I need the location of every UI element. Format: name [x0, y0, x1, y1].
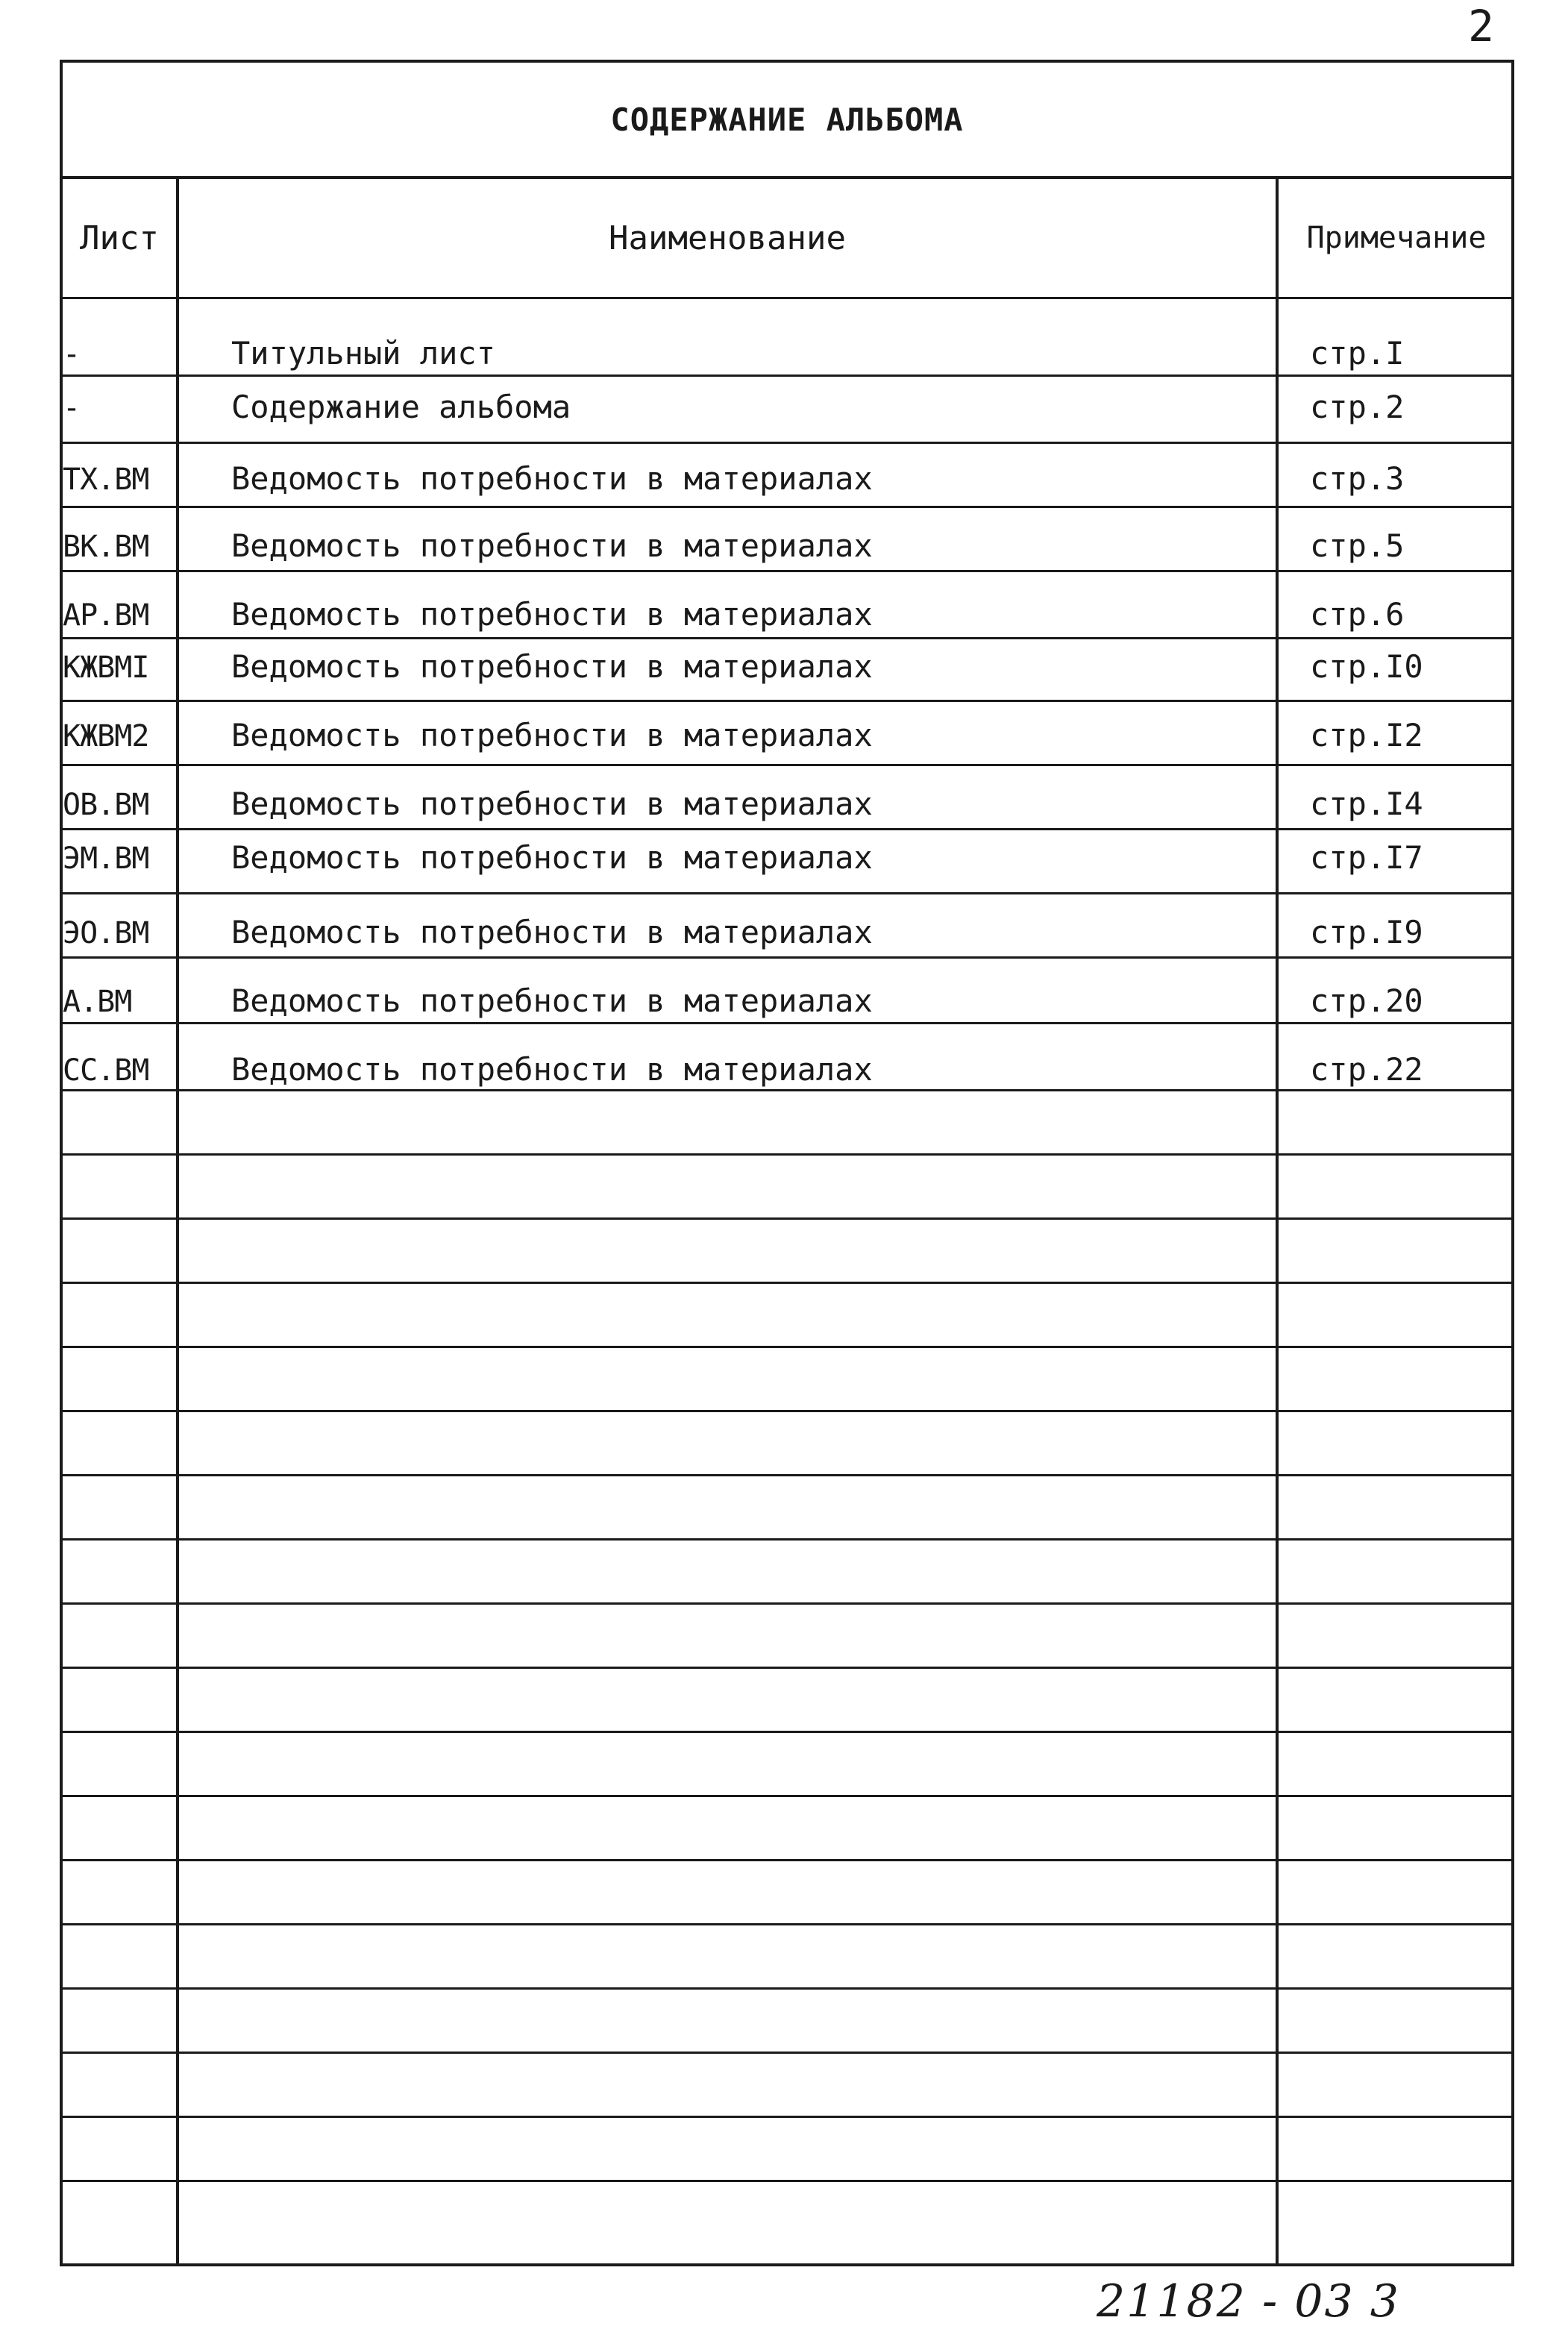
row-note: стр.5 [1310, 527, 1405, 564]
row-name: Ведомость потребности в материалах [231, 717, 873, 753]
row-name: Титульный лист [231, 335, 496, 372]
empty-row-divider [63, 1282, 1511, 1284]
table-row [63, 968, 1511, 1022]
document-number-stamp: 21182 - 03 3 [1097, 2275, 1400, 2328]
row-name: Ведомость потребности в материалах [231, 839, 873, 876]
row-sheet: - [63, 391, 81, 425]
row-sheet: ТХ.ВМ [63, 463, 149, 497]
row-sheet: ОВ.ВМ [63, 788, 149, 822]
header-sheet: Лист [80, 219, 159, 257]
row-divider [63, 956, 1511, 959]
table-row [63, 703, 1511, 756]
row-sheet: АР.ВМ [63, 598, 149, 633]
row-divider [63, 442, 1511, 444]
table-row [63, 634, 1511, 688]
empty-row-divider [63, 2116, 1511, 2118]
header-name: Наименование [609, 219, 846, 257]
row-sheet: ЭМ.ВМ [63, 841, 149, 876]
empty-row-divider [63, 1795, 1511, 1797]
header-divider [63, 297, 1511, 299]
row-divider [63, 700, 1511, 702]
row-name: Ведомость потребности в материалах [231, 982, 873, 1019]
row-divider [63, 1022, 1511, 1024]
row-name: Содержание альбома [231, 389, 571, 425]
page-number: 2 [1468, 1, 1494, 51]
empty-row-divider [63, 1346, 1511, 1348]
row-note: стр.3 [1310, 460, 1405, 497]
row-name: Ведомость потребности в материалах [231, 648, 873, 685]
row-divider [63, 506, 1511, 508]
empty-row-divider [63, 2180, 1511, 2182]
row-note: стр.22 [1310, 1051, 1423, 1088]
contents-table [60, 60, 1514, 2266]
row-sheet: ЭО.ВМ [63, 916, 149, 950]
row-sheet: А.ВМ [63, 985, 132, 1019]
table-row [63, 1037, 1511, 1091]
empty-row-divider [63, 1410, 1511, 1412]
row-name: Ведомость потребности в материалах [231, 914, 873, 950]
row-name: Ведомость потребности в материалах [231, 596, 873, 633]
row-note: стр.6 [1310, 596, 1405, 633]
row-note: стр.I0 [1310, 648, 1423, 685]
table-row [63, 582, 1511, 636]
row-note: стр.20 [1310, 982, 1423, 1019]
row-sheet: СС.ВМ [63, 1053, 149, 1088]
table-row [63, 513, 1511, 567]
row-note: стр.I9 [1310, 914, 1423, 950]
row-name: Ведомость потребности в материалах [231, 527, 873, 564]
row-sheet: КЖВМ2 [63, 719, 149, 753]
row-sheet: ВК.ВМ [63, 530, 149, 564]
empty-row-divider [63, 2052, 1511, 2054]
row-note: стр.I7 [1310, 839, 1423, 876]
row-note: стр.I4 [1310, 786, 1423, 822]
row-divider [63, 892, 1511, 894]
row-divider [63, 570, 1511, 572]
empty-row-divider [63, 1859, 1511, 1861]
empty-row-divider [63, 1474, 1511, 1476]
empty-row-divider [63, 1538, 1511, 1541]
row-name: Ведомость потребности в материалах [231, 460, 873, 497]
table-row [63, 825, 1511, 879]
row-sheet: - [63, 337, 81, 372]
table-row [63, 771, 1511, 825]
table-row [63, 374, 1511, 428]
row-divider [63, 764, 1511, 766]
row-divider [63, 1089, 1511, 1091]
row-note: стр.I2 [1310, 717, 1423, 753]
row-note: стр.2 [1310, 389, 1405, 425]
row-name: Ведомость потребности в материалах [231, 1051, 873, 1088]
empty-row-divider [63, 1602, 1511, 1605]
empty-row-divider [63, 1987, 1511, 1990]
empty-row-divider [63, 1731, 1511, 1733]
table-row [63, 321, 1511, 374]
row-name: Ведомость потребности в материалах [231, 786, 873, 822]
empty-row-divider [63, 1153, 1511, 1156]
page-title: СОДЕРЖАНИЕ АЛЬБОМА [63, 63, 1511, 179]
table-row [63, 446, 1511, 500]
empty-row-divider [63, 1217, 1511, 1220]
empty-row-divider [63, 1667, 1511, 1669]
table-row [63, 900, 1511, 953]
row-sheet: КЖВМI [63, 651, 149, 685]
empty-row-divider [63, 1923, 1511, 1925]
header-note: Примечание [1306, 221, 1487, 255]
row-note: стр.I [1310, 335, 1405, 372]
